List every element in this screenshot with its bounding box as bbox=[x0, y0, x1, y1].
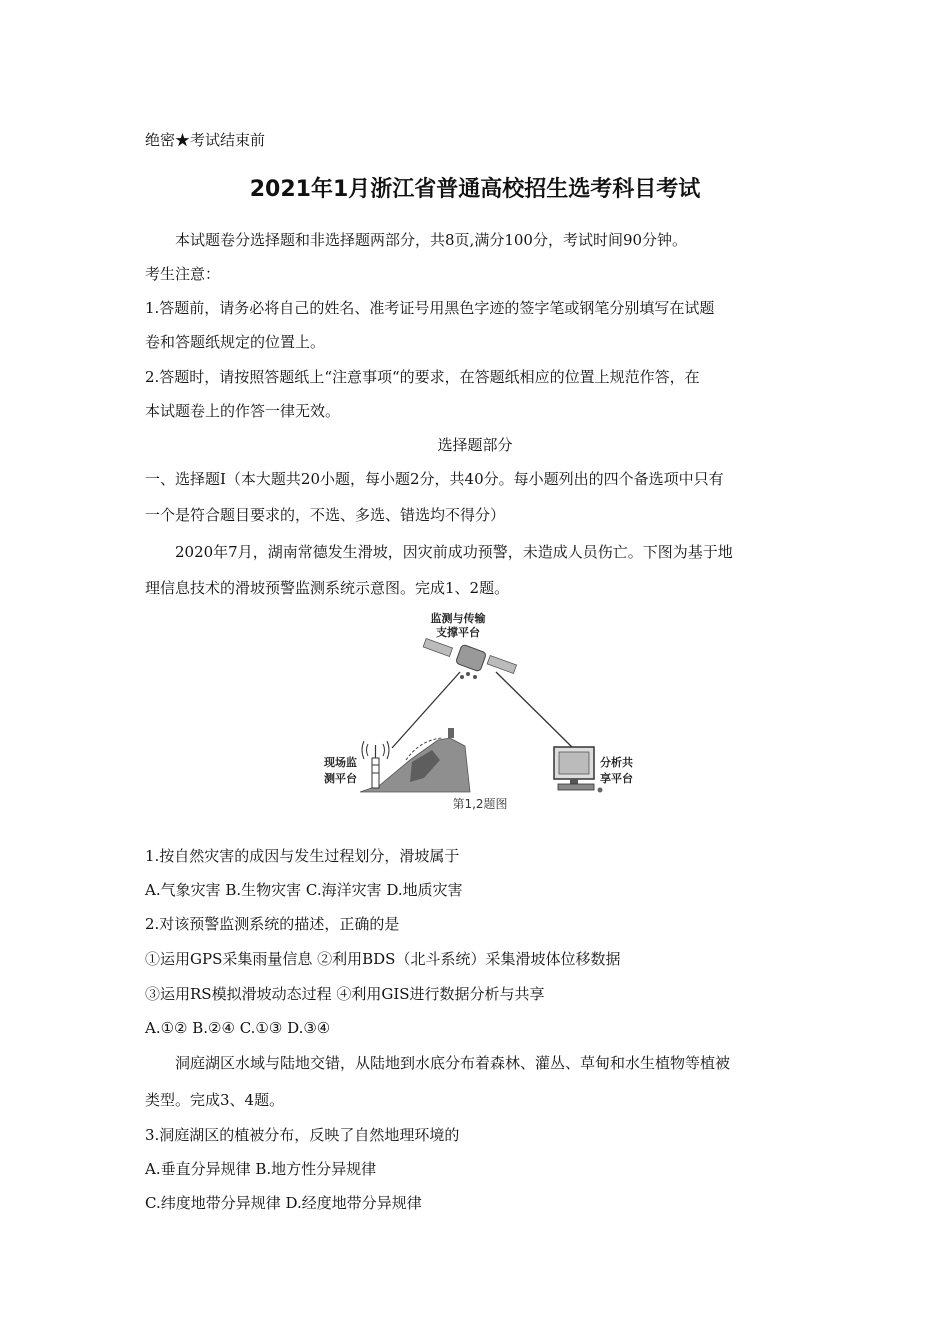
right-label-1: 分析共 bbox=[600, 756, 633, 769]
computer-icon bbox=[554, 747, 603, 793]
notice-item-2-cont: 本试题卷上的作答一律无效。 bbox=[145, 402, 341, 420]
passage-1-cont: 理信息技术的滑坡预警监测系统示意图。完成1、2题。 bbox=[145, 579, 510, 597]
landslide-monitoring-diagram bbox=[320, 610, 640, 820]
q3-stem: 3.洞庭湖区的植被分布，反映了自然地理环境的 bbox=[145, 1126, 460, 1144]
left-label-2: 测平台 bbox=[324, 772, 357, 785]
q2-statements-1: ①运用GPS采集雨量信息 ②利用BDS（北斗系统）采集滑坡体位移数据 bbox=[145, 950, 621, 968]
q3-options-1: A.垂直分异规律 B.地方性分异规律 bbox=[145, 1160, 377, 1178]
notice-item-1: 1.答题前，请务必将自己的姓名、准考证号用黑色字迹的签字笔或钢笔分别填写在试题 bbox=[145, 299, 715, 317]
notice-item-2: 2.答题时，请按照答题纸上“注意事项“的要求，在答题纸相应的位置上规范作答，在 bbox=[145, 368, 700, 386]
q1-options: A.气象灾害 B.生物灾害 C.海洋灾害 D.地质灾害 bbox=[145, 881, 463, 899]
passage-2-cont: 类型。完成3、4题。 bbox=[145, 1091, 285, 1109]
notice-heading: 考生注意： bbox=[145, 265, 221, 283]
notice-item-1-cont: 卷和答题纸规定的位置上。 bbox=[145, 333, 326, 351]
passage-2: 洞庭湖区水域与陆地交错，从陆地到水底分布着森林、灌丛、草甸和水生植物等植被 bbox=[175, 1054, 731, 1072]
passage-1: 2020年7月，湖南常德发生滑坡，因灾前成功预警，未造成人员伤亡。下图为基于地 bbox=[175, 543, 733, 561]
tree-icon bbox=[448, 728, 454, 738]
part1-instructions-cont: 一个是符合题目要求的，不选、多选、错选均不得分） bbox=[145, 506, 506, 524]
exam-title: 2021年1月浙江省普通高校招生选考科目考试 bbox=[249, 177, 701, 202]
section-title: 选择题部分 bbox=[437, 436, 513, 454]
diagram-svg bbox=[320, 610, 640, 820]
figure-caption: 第1,2题图 bbox=[452, 797, 508, 811]
top-label-1: 监测与传输 bbox=[430, 612, 486, 625]
q1-stem: 1.按自然灾害的成因与发生过程划分，滑坡属于 bbox=[145, 847, 460, 865]
top-label-2: 支撑平台 bbox=[436, 626, 480, 639]
satellite-icon bbox=[423, 638, 516, 679]
q2-statements-2: ③运用RS模拟滑坡动态过程 ④利用GIS进行数据分析与共享 bbox=[145, 985, 545, 1003]
q3-options-2: C.纬度地带分异规律 D.经度地带分异规律 bbox=[145, 1194, 422, 1212]
left-label-1: 现场监 bbox=[324, 756, 357, 769]
intro-text: 本试题卷分选择题和非选择题两部分，共8页,满分100分，考试时间90分钟。 bbox=[175, 231, 688, 249]
part1-instructions: 一、选择题Ⅰ（本大题共20小题，每小题2分，共40分。每小题列出的四个备选项中只有 bbox=[145, 470, 724, 488]
q2-stem: 2.对该预警监测系统的描述，正确的是 bbox=[145, 915, 400, 933]
q2-options: A.①② B.②④ C.①③ D.③④ bbox=[145, 1019, 331, 1037]
link-line-right bbox=[496, 672, 575, 750]
right-label-2: 享平台 bbox=[600, 772, 633, 785]
secret-mark: 绝密★考试结束前 bbox=[145, 131, 266, 149]
